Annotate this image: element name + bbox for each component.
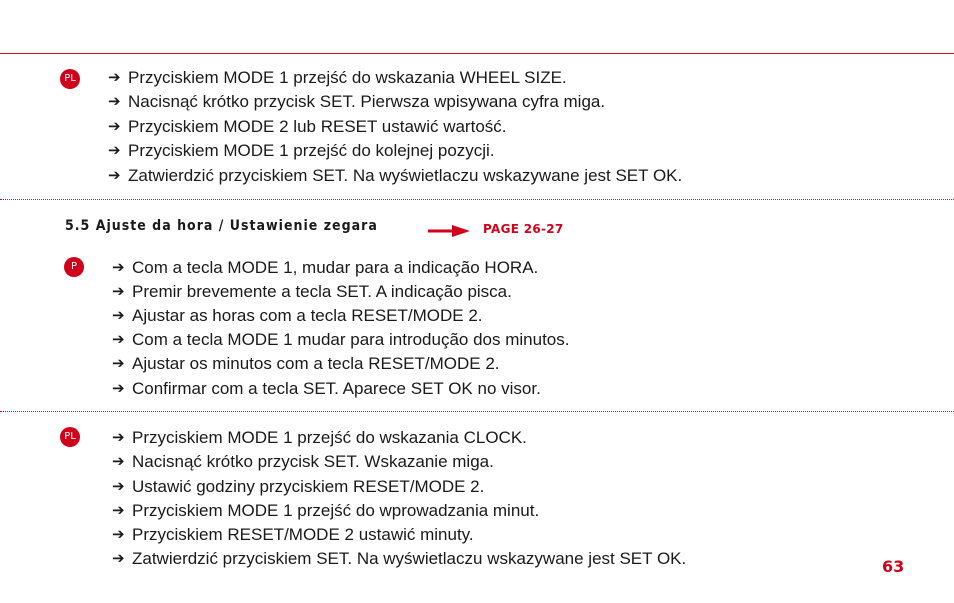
instruction-text: Confirmar com a tecla SET. Aparece SET OK no visor. (132, 379, 541, 398)
arrow-right-icon: ➔ (112, 453, 125, 470)
instruction-text: Przyciskiem MODE 1 przejść do wprowadzania minut. (132, 501, 540, 520)
instruction-text: Ajustar as horas com a tecla RESET/MODE 2. (132, 306, 483, 325)
arrow-right-icon: ➔ (112, 307, 125, 324)
dotted-divider (0, 411, 954, 412)
list-item (112, 549, 686, 569)
language-badge-p: P (64, 257, 84, 277)
list-item (108, 166, 682, 186)
arrow-right-icon: ➔ (108, 93, 121, 110)
instruction-text: Premir brevemente a tecla SET. A indicação pisca. (132, 282, 512, 301)
instruction-text: Przyciskiem RESET/MODE 2 ustawić minuty. (132, 525, 474, 544)
list-item (108, 68, 567, 88)
list-item (112, 428, 527, 448)
instruction-text: Ajustar os minutos com a tecla RESET/MODE 2. (132, 354, 500, 373)
list-item (112, 354, 500, 374)
list-item (108, 141, 495, 161)
arrow-right-icon: ➔ (112, 283, 125, 300)
arrow-right-icon: ➔ (108, 118, 121, 135)
instruction-text: Zatwierdzić przyciskiem SET. Na wyświetlaczu wskazywane jest SET OK. (128, 166, 683, 185)
language-badge-pl: PL (60, 69, 80, 89)
instruction-text: Przyciskiem MODE 1 przejść do wskazania WHEEL SIZE. (128, 68, 567, 87)
instruction-text: Com a tecla MODE 1 mudar para introdução dos minutos. (132, 330, 570, 349)
list-item (112, 258, 538, 278)
dotted-divider (0, 199, 954, 200)
list-item (108, 92, 605, 112)
instruction-text: Przyciskiem MODE 1 przejść do kolejnej pozycji. (128, 141, 495, 160)
instruction-text: Nacisnąć krótko przycisk SET. Wskazanie miga. (132, 452, 494, 471)
list-item (112, 501, 539, 521)
instruction-text: Zatwierdzić przyciskiem SET. Na wyświetlaczu wskazywane jest SET OK. (132, 549, 687, 568)
instruction-text: Nacisnąć krótko przycisk SET. Pierwsza wpisywana cyfra miga. (128, 92, 606, 111)
arrow-right-icon: ➔ (108, 69, 121, 86)
arrow-right-icon: ➔ (108, 167, 121, 184)
arrow-right-icon: ➔ (112, 550, 125, 567)
list-item (112, 477, 484, 497)
arrow-right-icon: ➔ (112, 355, 125, 372)
instruction-text: Com a tecla MODE 1, mudar para a indicação HORA. (132, 258, 539, 277)
list-item (112, 282, 512, 302)
arrow-right-icon (428, 224, 472, 238)
list-item (112, 306, 483, 326)
section-heading: 5.5 Ajuste da hora / Ustawienie zegara (65, 218, 378, 234)
instruction-text: Ustawić godziny przyciskiem RESET/MODE 2. (132, 477, 485, 496)
arrow-right-icon: ➔ (112, 429, 125, 446)
page-number: 63 (882, 557, 905, 576)
list-item (108, 117, 507, 137)
arrow-right-icon: ➔ (112, 259, 125, 276)
arrow-right-icon: ➔ (112, 478, 125, 495)
arrow-right-icon: ➔ (112, 502, 125, 519)
arrow-right-icon: ➔ (112, 331, 125, 348)
list-item (112, 452, 494, 472)
list-item (112, 379, 541, 399)
arrow-right-icon: ➔ (112, 380, 125, 397)
top-rule (0, 53, 954, 54)
list-item (112, 525, 474, 545)
arrow-right-icon: ➔ (108, 142, 121, 159)
page-reference-link[interactable]: PAGE 26-27 (483, 222, 564, 236)
list-item (112, 330, 569, 350)
instruction-text: Przyciskiem MODE 1 przejść do wskazania CLOCK. (132, 428, 527, 447)
instruction-text: Przyciskiem MODE 2 lub RESET ustawić wartość. (128, 117, 507, 136)
arrow-right-icon: ➔ (112, 526, 125, 543)
language-badge-pl: PL (60, 427, 80, 447)
